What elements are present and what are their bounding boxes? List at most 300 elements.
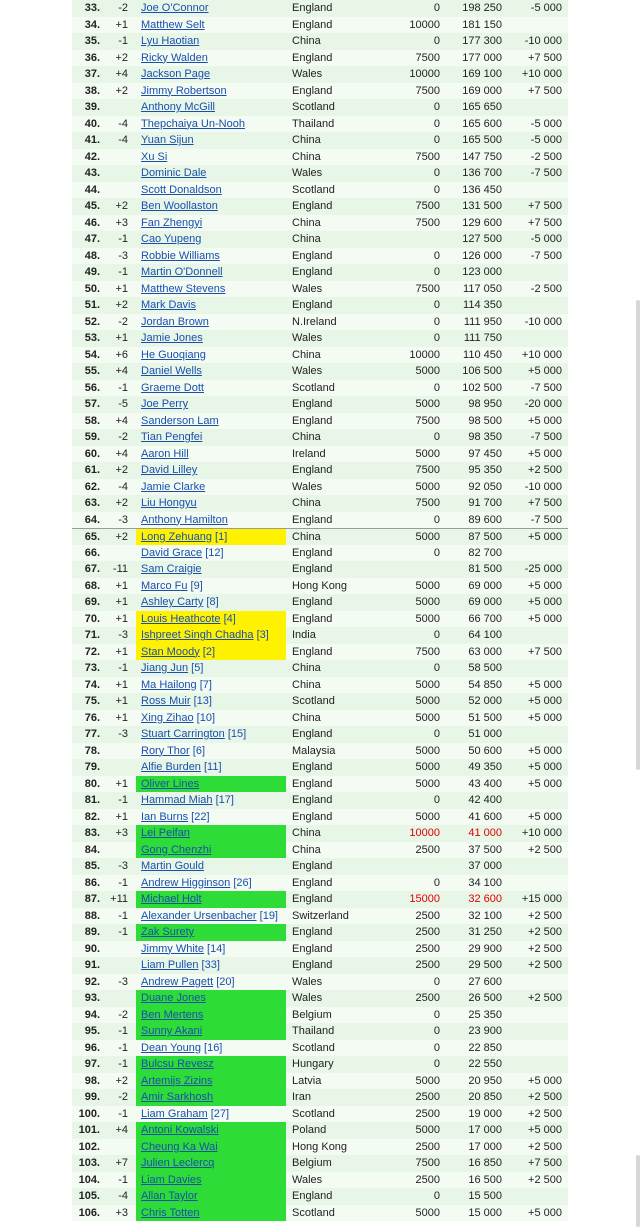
player-link[interactable]: Thepchaiya Un-Nooh — [141, 117, 245, 130]
table-row — [72, 512, 568, 529]
player-name-cell — [136, 413, 286, 430]
player-link[interactable]: Graeme Dott — [141, 381, 204, 394]
rank-position: 105. — [78, 1190, 100, 1202]
player-link[interactable]: Duane Jones — [141, 992, 206, 1004]
event-points: 5000 — [415, 810, 440, 823]
player-link[interactable]: Stan Moody — [141, 645, 200, 658]
player-link[interactable]: Ishpreet Singh Chadha — [141, 629, 254, 641]
nationality: Switzerland — [292, 909, 349, 922]
seed-number: [1] — [215, 531, 228, 543]
player-link[interactable]: Gong Chenzhi — [141, 843, 212, 856]
rank-position: 71. — [84, 629, 100, 641]
player-name-cell — [136, 627, 286, 644]
table-row — [72, 974, 568, 991]
points-difference: +10 000 — [521, 348, 562, 361]
player-link[interactable]: Xu Si — [141, 150, 168, 163]
event-points: 5000 — [415, 777, 440, 790]
nationality: England — [292, 612, 333, 625]
event-points: 0 — [433, 1008, 440, 1021]
rank-position: 98. — [84, 1074, 100, 1087]
player-link[interactable]: Ross Muir — [141, 695, 191, 707]
player-link[interactable]: Jamie Clarke — [141, 480, 206, 493]
nationality: China — [292, 216, 321, 229]
table-row — [72, 957, 568, 974]
table-row — [72, 908, 568, 925]
rank-change: +2 — [115, 299, 128, 311]
table-row — [72, 891, 568, 908]
points-difference — [506, 545, 562, 562]
player-link[interactable]: Martin Gould — [141, 860, 204, 872]
scrollbar-thumb-lower[interactable] — [636, 1155, 640, 1227]
nationality: Wales — [292, 167, 323, 179]
seed-number: [5] — [191, 662, 204, 674]
player-link[interactable]: Antoni Kowalski — [141, 1124, 219, 1136]
points-difference: -7 500 — [530, 381, 562, 394]
player-link[interactable]: He Guoqiang — [141, 348, 206, 361]
event-points: 0 — [433, 266, 440, 278]
player-name-cell — [136, 1122, 286, 1139]
player-link[interactable]: David Lilley — [141, 464, 198, 476]
player-name-cell — [136, 231, 286, 248]
event-points: 5000 — [415, 695, 440, 707]
player-name-cell — [136, 1040, 286, 1057]
nationality: China — [292, 662, 321, 674]
event-points: 5000 — [415, 365, 440, 377]
player-name-cell — [136, 545, 286, 562]
player-name-cell — [136, 1172, 286, 1189]
table-row — [72, 1205, 568, 1222]
player-link[interactable]: Andrew Pagett — [141, 975, 214, 988]
player-link[interactable]: Tian Pengfei — [141, 431, 203, 443]
rank-position: 54. — [84, 348, 100, 361]
rank-change: -3 — [118, 249, 128, 262]
player-link[interactable]: David Grace — [141, 546, 203, 559]
rank-change — [106, 545, 128, 562]
points-difference — [506, 858, 562, 875]
player-name-cell — [136, 297, 286, 314]
player-link[interactable]: Liam Pullen — [141, 959, 199, 971]
player-name-cell — [136, 908, 286, 925]
rank-change: -4 — [118, 134, 128, 146]
rank-position: 50. — [84, 282, 100, 295]
rank-position: 58. — [84, 414, 100, 427]
player-link[interactable]: Liam Davies — [141, 1173, 202, 1186]
rank-position: 93. — [84, 992, 100, 1004]
table-row — [72, 561, 568, 578]
nationality: Iran — [292, 1091, 311, 1103]
player-name-cell — [136, 198, 286, 215]
total-points: 111 750 — [463, 332, 502, 344]
points-difference: -5 000 — [530, 233, 562, 245]
rank-position: 65. — [84, 531, 100, 543]
player-link[interactable]: Anthony Hamilton — [141, 513, 228, 526]
total-points: 51 000 — [468, 728, 502, 740]
player-name-cell — [136, 974, 286, 991]
rank-change: -4 — [118, 480, 128, 493]
rank-change: +1 — [115, 332, 128, 344]
points-difference: +5 000 — [528, 447, 562, 460]
player-link[interactable]: Joe O'Connor — [141, 2, 209, 14]
event-points: 5000 — [415, 1124, 440, 1136]
player-link[interactable]: Michael Holt — [141, 893, 202, 905]
event-points: 7500 — [415, 414, 440, 427]
rank-position: 38. — [84, 84, 100, 97]
points-difference — [506, 974, 562, 991]
event-points: 7500 — [415, 497, 440, 509]
player-name-cell — [136, 149, 286, 166]
event-points: 5000 — [415, 531, 440, 543]
points-difference: +2 500 — [528, 959, 562, 971]
event-points: 7500 — [415, 51, 440, 64]
player-link[interactable]: Robbie Williams — [141, 249, 220, 262]
player-link[interactable]: Marco Fu — [141, 579, 188, 592]
points-difference: -25 000 — [524, 563, 562, 575]
event-points: 2500 — [415, 1140, 440, 1153]
total-points: 66 700 — [468, 612, 502, 625]
player-link[interactable]: Dean Young — [141, 1041, 201, 1054]
rank-change: +1 — [115, 612, 128, 625]
player-name-cell — [136, 1205, 286, 1222]
rank-position: 60. — [84, 447, 100, 460]
rank-change: -1 — [118, 1025, 128, 1037]
points-difference: -10 000 — [524, 35, 562, 47]
rank-position: 96. — [84, 1041, 100, 1054]
player-link[interactable]: Louis Heathcote — [141, 612, 221, 625]
event-points: 7500 — [415, 464, 440, 476]
player-link[interactable]: Andrew Higginson — [141, 876, 231, 889]
scrollbar-thumb[interactable] — [636, 300, 640, 770]
player-link[interactable]: Ashley Carty — [141, 596, 204, 608]
player-link[interactable]: Chris Totten — [141, 1206, 200, 1219]
player-link[interactable]: Ben Mertens — [141, 1008, 204, 1021]
rank-change: -1 — [118, 1173, 128, 1186]
player-link[interactable]: Yuan Sijun — [141, 134, 194, 146]
rank-change: -1 — [118, 1058, 128, 1070]
event-points: 0 — [433, 299, 440, 311]
player-link[interactable]: Hammad Miah — [141, 794, 213, 806]
rank-change: -1 — [118, 1041, 128, 1054]
total-points: 19 000 — [468, 1107, 502, 1120]
table-row — [72, 594, 568, 611]
total-points: 23 900 — [468, 1025, 502, 1037]
player-name-cell — [136, 83, 286, 100]
rank-change: -4 — [118, 117, 128, 130]
player-link[interactable]: Lei Peifan — [141, 827, 190, 839]
total-points: 25 350 — [468, 1008, 502, 1021]
rank-change — [106, 149, 128, 166]
points-difference: +2 500 — [528, 992, 562, 1004]
player-name-cell — [136, 66, 286, 83]
event-points: 5000 — [415, 678, 440, 691]
rank-position: 41. — [84, 134, 100, 146]
rank-change: +1 — [115, 579, 128, 592]
points-difference: +15 000 — [521, 893, 562, 905]
nationality: Scotland — [292, 1206, 335, 1219]
player-link[interactable]: Ricky Walden — [141, 51, 208, 64]
total-points: 37 000 — [468, 860, 502, 872]
player-link[interactable]: Bulcsu Revesz — [141, 1058, 214, 1070]
total-points: 63 000 — [468, 645, 502, 658]
nationality: England — [292, 959, 333, 971]
player-name-cell — [136, 1139, 286, 1156]
table-row — [72, 1023, 568, 1040]
points-difference: +5 000 — [528, 365, 562, 377]
total-points: 81 500 — [468, 563, 502, 575]
player-link[interactable]: Jiang Jun — [141, 662, 189, 674]
rank-change: -2 — [118, 1091, 128, 1103]
rank-change: -1 — [118, 662, 128, 674]
player-name-cell — [136, 710, 286, 727]
table-row — [72, 743, 568, 760]
total-points: 165 600 — [462, 117, 502, 130]
player-link[interactable]: Cao Yupeng — [141, 233, 202, 245]
event-points: 0 — [433, 101, 440, 113]
rank-change: -3 — [118, 975, 128, 988]
seed-number: [26] — [233, 876, 252, 889]
player-link[interactable]: Jackson Page — [141, 68, 211, 80]
table-row — [72, 99, 568, 116]
player-link[interactable]: Ma Hailong — [141, 678, 197, 691]
event-points: 10000 — [409, 68, 440, 80]
rank-position: 67. — [84, 563, 100, 575]
nationality: England — [292, 942, 333, 955]
seed-number: [2] — [202, 645, 215, 658]
player-link[interactable]: Stuart Carrington — [141, 728, 225, 740]
points-difference: +5 000 — [528, 612, 562, 625]
points-difference — [506, 1023, 562, 1040]
total-points: 22 550 — [468, 1058, 502, 1070]
seed-number: [13] — [193, 695, 212, 707]
player-name-cell — [136, 116, 286, 133]
player-link[interactable]: Joe Perry — [141, 398, 189, 410]
table-row — [72, 165, 568, 182]
total-points: 20 950 — [468, 1074, 502, 1087]
rank-change: -3 — [118, 629, 128, 641]
player-name-cell — [136, 380, 286, 397]
event-points: 0 — [433, 728, 440, 740]
event-points: 0 — [433, 1190, 440, 1202]
event-points — [384, 561, 440, 578]
total-points: 27 600 — [468, 975, 502, 988]
player-name-cell — [136, 726, 286, 743]
player-name-cell — [136, 363, 286, 380]
player-link[interactable]: Alexander Ursenbacher — [141, 909, 257, 922]
nationality: England — [292, 596, 333, 608]
nationality: England — [292, 18, 333, 31]
rank-change: +2 — [115, 200, 128, 212]
player-link[interactable]: Aaron Hill — [141, 447, 189, 460]
points-difference: +5 000 — [528, 596, 562, 608]
nationality: Wales — [292, 68, 323, 80]
player-link[interactable]: Amir Sarkhosh — [141, 1091, 214, 1103]
table-row — [72, 693, 568, 710]
player-link[interactable]: Matthew Selt — [141, 18, 205, 31]
event-points: 15000 — [409, 893, 440, 905]
player-link[interactable]: Zak Surety — [141, 926, 195, 938]
player-link[interactable]: Cheung Ka Wai — [141, 1140, 218, 1153]
event-points: 7500 — [415, 1157, 440, 1169]
nationality: Wales — [292, 480, 323, 493]
event-points: 0 — [433, 975, 440, 988]
table-row — [72, 776, 568, 793]
player-link[interactable]: Dominic Dale — [141, 167, 207, 179]
player-link[interactable]: Anthony McGill — [141, 101, 215, 113]
player-link[interactable]: Sam Craigie — [141, 563, 202, 575]
player-name-cell — [136, 792, 286, 809]
rank-position: 39. — [84, 101, 100, 113]
player-link[interactable]: Rory Thor — [141, 744, 190, 757]
event-points — [384, 858, 440, 875]
table-row — [72, 83, 568, 100]
player-link[interactable]: Sunny Akani — [141, 1025, 203, 1037]
event-points: 0 — [433, 876, 440, 889]
rank-position: 78. — [84, 744, 100, 757]
table-row — [72, 1172, 568, 1189]
rank-position: 53. — [84, 332, 100, 344]
seed-number: [9] — [190, 579, 203, 592]
points-difference: +7 500 — [528, 1157, 562, 1169]
points-difference: +2 500 — [528, 464, 562, 476]
player-link[interactable]: Julien Leclercq — [141, 1157, 215, 1169]
total-points: 129 600 — [462, 216, 502, 229]
player-link[interactable]: Artemijs Zizins — [141, 1074, 213, 1087]
rank-position: 48. — [84, 249, 100, 262]
player-name-cell — [136, 248, 286, 265]
rank-change: +1 — [115, 282, 128, 295]
nationality: England — [292, 51, 333, 64]
player-link[interactable]: Liu Hongyu — [141, 497, 197, 509]
rank-change — [106, 743, 128, 760]
table-row — [72, 1056, 568, 1073]
rank-position: 75. — [84, 695, 100, 707]
table-row — [72, 297, 568, 314]
event-points: 2500 — [415, 1173, 440, 1186]
points-difference — [506, 297, 562, 314]
rank-change: -2 — [118, 431, 128, 443]
rankings-table — [72, 0, 568, 1221]
points-difference — [506, 17, 562, 34]
rank-position: 92. — [84, 975, 100, 988]
event-points: 5000 — [415, 579, 440, 592]
player-name-cell — [136, 281, 286, 298]
points-difference: +2 500 — [528, 909, 562, 922]
player-link[interactable]: Long Zehuang — [141, 531, 212, 543]
total-points: 51 500 — [468, 711, 502, 724]
player-name-cell — [136, 561, 286, 578]
player-name-cell — [136, 1023, 286, 1040]
total-points: 32 600 — [468, 893, 502, 905]
player-link[interactable]: Xing Zihao — [141, 711, 194, 724]
points-difference: -10 000 — [524, 315, 562, 328]
player-name-cell — [136, 0, 286, 17]
event-points: 5000 — [415, 596, 440, 608]
player-name-cell — [136, 891, 286, 908]
event-points: 5000 — [415, 1206, 440, 1219]
player-name-cell — [136, 677, 286, 694]
event-points: 0 — [433, 1025, 440, 1037]
table-row — [72, 858, 568, 875]
event-points: 5000 — [415, 480, 440, 493]
nationality: Wales — [292, 992, 323, 1004]
event-points: 7500 — [415, 150, 440, 163]
player-link[interactable]: Fan Zhengyi — [141, 216, 203, 229]
total-points: 69 000 — [468, 579, 502, 592]
player-name-cell — [136, 594, 286, 611]
event-points: 7500 — [415, 216, 440, 229]
player-link[interactable]: Jimmy White — [141, 942, 204, 955]
player-link[interactable]: Oliver Lines — [141, 777, 200, 790]
rank-position: 42. — [84, 150, 100, 163]
nationality: Wales — [292, 282, 323, 295]
points-difference: +5 000 — [528, 695, 562, 707]
nationality: England — [292, 810, 333, 823]
nationality: China — [292, 497, 321, 509]
player-name-cell — [136, 529, 286, 546]
player-link[interactable]: Liam Graham — [141, 1107, 208, 1120]
player-name-cell — [136, 743, 286, 760]
player-link[interactable]: Scott Donaldson — [141, 183, 222, 196]
player-link[interactable]: Martin O'Donnell — [141, 266, 223, 278]
total-points: 177 300 — [462, 35, 502, 47]
player-link[interactable]: Alfie Burden — [141, 761, 201, 773]
nationality: Belgium — [292, 1157, 332, 1169]
points-difference: -20 000 — [524, 398, 562, 410]
rank-change: +3 — [115, 827, 128, 839]
rank-position: 82. — [84, 810, 100, 823]
player-link[interactable]: Ben Woollaston — [141, 200, 218, 212]
event-points: 5000 — [415, 744, 440, 757]
points-difference — [506, 1188, 562, 1205]
nationality: England — [292, 84, 333, 97]
nationality: England — [292, 1190, 333, 1202]
player-name-cell — [136, 759, 286, 776]
total-points: 64 100 — [468, 629, 502, 641]
player-link[interactable]: Jimmy Robertson — [141, 84, 227, 97]
total-points: 198 250 — [462, 2, 502, 14]
rank-change: -1 — [118, 926, 128, 938]
nationality: China — [292, 348, 321, 361]
rank-change: -1 — [118, 381, 128, 394]
rank-change: -2 — [118, 1008, 128, 1021]
player-link[interactable]: Jamie Jones — [141, 332, 203, 344]
table-row — [72, 33, 568, 50]
player-link[interactable]: Jordan Brown — [141, 315, 209, 328]
player-link[interactable]: Lyu Haotian — [141, 35, 200, 47]
nationality: England — [292, 876, 333, 889]
player-link[interactable]: Matthew Stevens — [141, 282, 226, 295]
total-points: 49 350 — [468, 761, 502, 773]
player-name-cell — [136, 957, 286, 974]
rank-position: 49. — [84, 266, 100, 278]
rank-change: +1 — [115, 711, 128, 724]
rank-change — [106, 182, 128, 199]
player-link[interactable]: Allan Taylor — [141, 1190, 198, 1202]
player-name-cell — [136, 215, 286, 232]
points-difference: +7 500 — [528, 497, 562, 509]
rank-position: 63. — [84, 497, 100, 509]
player-link[interactable]: Sanderson Lam — [141, 414, 219, 427]
rank-change: +3 — [115, 1206, 128, 1219]
rank-position: 59. — [84, 431, 100, 443]
player-name-cell — [136, 611, 286, 628]
table-row — [72, 413, 568, 430]
event-points: 0 — [433, 315, 440, 328]
player-link[interactable]: Mark Davis — [141, 299, 197, 311]
player-link[interactable]: Ian Burns — [141, 810, 189, 823]
total-points: 114 350 — [463, 299, 502, 311]
seed-number: [6] — [192, 744, 205, 757]
player-link[interactable]: Daniel Wells — [141, 365, 202, 377]
